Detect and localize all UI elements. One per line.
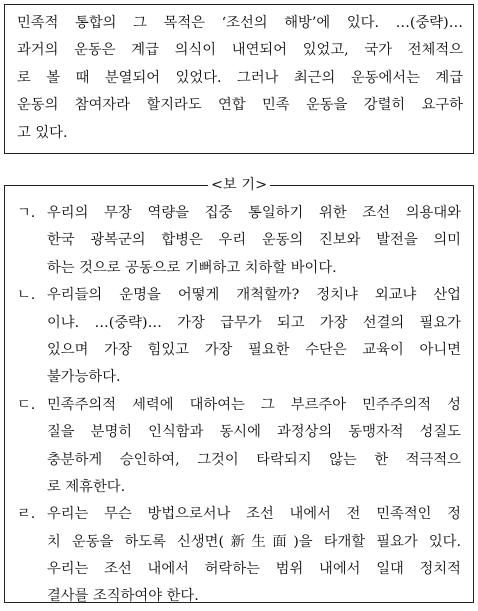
item-line: 하는 것으로 공동으로 기뻐하고 치하할 바이다. [47,259,337,276]
item-line: 우리는 조선 내에서 허락하는 범위 내에서 일대 정치적 [47,561,461,578]
passage-line: 고 있다. [17,124,68,141]
passage-box [4,4,474,154]
item-line: 우리의 무장 역량을 집중 통일하기 위한 조선 의용대와 [47,205,461,221]
bogi-title-text: <보 기> [208,177,270,193]
item-line: 질을 분명히 인식함과 동시에 과정상의 동맹자적 성질도 [47,424,461,441]
bogi-item-rieul [17,501,461,611]
item-marker: ㄹ. [17,506,36,523]
item-line: 로 제휴한다. [47,478,126,495]
bogi-item-nieun [17,282,461,392]
bogi-item-digeut [17,392,461,502]
item-line: 우리들의 운명을 어떻게 개척할까? 정치냐 외교냐 산업 [47,287,461,304]
passage-line: 민족적 통합의 그 목적은 ‘조선의 해방’에 있다. …(중략)… [17,15,463,31]
item-line: 있으며 가장 힘있고 가장 필요한 수단은 교육이 아니면 [47,341,461,358]
item-line: 민족주의적 세력에 대하여는 그 부르주아 민주주의적 성 [47,396,461,413]
item-marker: ㄴ. [17,287,36,304]
item-line: 불가능하다. [47,369,121,386]
bogi-box [4,185,474,603]
item-line: 이냐. …(중략)… 가장 급무가 되고 가장 선결의 필요가 [47,314,461,331]
item-marker: ㄱ. [17,205,36,221]
passage-line: 운동의 참여자라 할지라도 연합 민족 운동을 강렬히 요구하 [17,97,463,114]
item-marker: ㄷ. [17,396,36,413]
item-line: 치 운동을 하도록 신생면(新生面)을 타개할 필요가 있다. [47,533,461,550]
item-line: 우리는 무슨 방법으로서나 조선 내에서 전 민족적인 정 [47,506,461,523]
item-line: 한국 광복군의 합병은 우리 운동의 진보와 발전을 의미 [47,232,461,249]
passage-line: 로 볼 때 분열되어 있었다. 그러나 최근의 운동에서는 계급 [17,69,463,86]
bogi-item-giyeok [17,200,461,282]
passage-line: 과거의 운동은 계급 의식이 내연되어 있었고, 국가 전체적으 [17,42,463,59]
item-line: 결사를 조직하여야 한다. [47,588,199,605]
item-line: 충분하게 승인하여, 그것이 타락되지 않는 한 적극적으 [47,451,461,468]
